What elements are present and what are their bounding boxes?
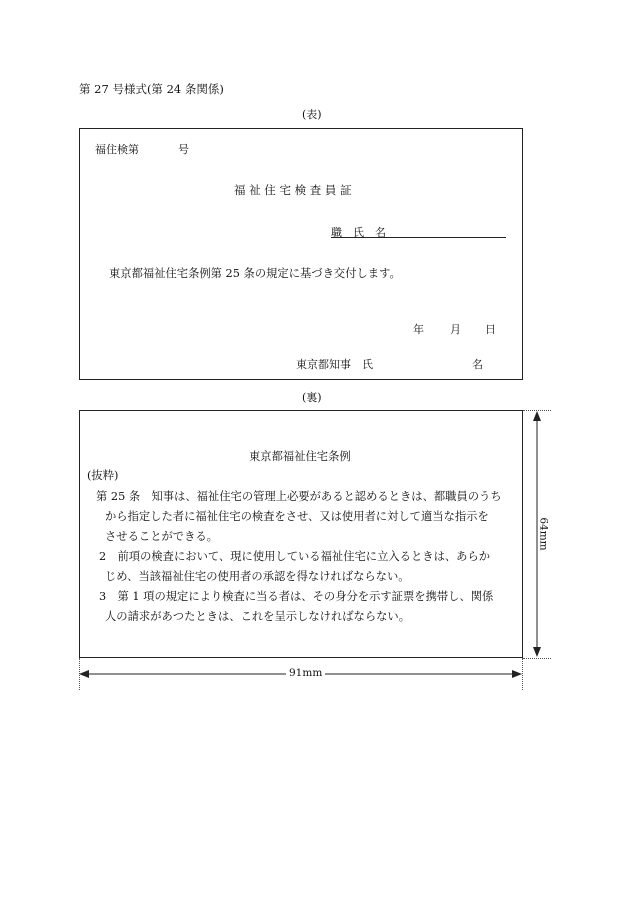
article-line-3: させることができる。	[105, 530, 218, 543]
date-year: 年	[413, 323, 424, 336]
width-arrow-right-head	[512, 670, 522, 678]
ordinance-title: 東京都福祉住宅条例	[249, 450, 351, 463]
width-label: 91mm	[286, 667, 325, 679]
issuance-statement: 東京都福祉住宅条例第 25 条の規定に基づき交付します。	[109, 267, 401, 280]
date-day: 日	[485, 323, 496, 336]
height-arrow-down-head	[533, 647, 541, 657]
height-arrow-up-head	[533, 411, 541, 421]
paragraph-3-line-1: 3 第 1 項の規定により検査に当る者は、その身分を示す証票を携帯し、関係	[99, 590, 494, 603]
paragraph-3-line-2: 人の請求があつたときは、これを呈示しなければならない。	[105, 610, 411, 623]
front-heading: (表)	[302, 108, 322, 121]
card-number-suffix: 号	[178, 143, 189, 156]
issuer-name-suffix: 名	[472, 358, 483, 371]
issuer-label: 東京都知事 氏	[296, 358, 373, 371]
article-line-2: から指定した者に福祉住宅の検査をさせ、又は使用者に対して適当な指示を	[105, 510, 489, 523]
form-number-title: 第 27 号様式(第 24 条関係)	[79, 82, 224, 96]
card-title: 福 祉 住 宅 検 査 員 証	[234, 183, 352, 197]
height-label: 64mm	[537, 517, 550, 551]
paragraph-2-line-1: 2 前項の検査において、現に使用している福祉住宅に立入るときは、あらか	[99, 550, 491, 563]
excerpt-label: (抜粋)	[87, 469, 119, 482]
width-arrow-left-head	[79, 670, 89, 678]
date-month: 月	[450, 323, 461, 336]
name-label: 職 氏 名	[331, 226, 386, 239]
paragraph-2-line-2: じめ、当該福祉住宅の使用者の承認を得なければならない。	[105, 570, 410, 583]
article-line-1: 第 25 条 知事は、福祉住宅の管理上必要があると認めるときは、都職員のうち	[96, 490, 502, 503]
card-number-prefix: 福住検第	[95, 143, 139, 156]
back-heading: (裏)	[302, 391, 322, 404]
